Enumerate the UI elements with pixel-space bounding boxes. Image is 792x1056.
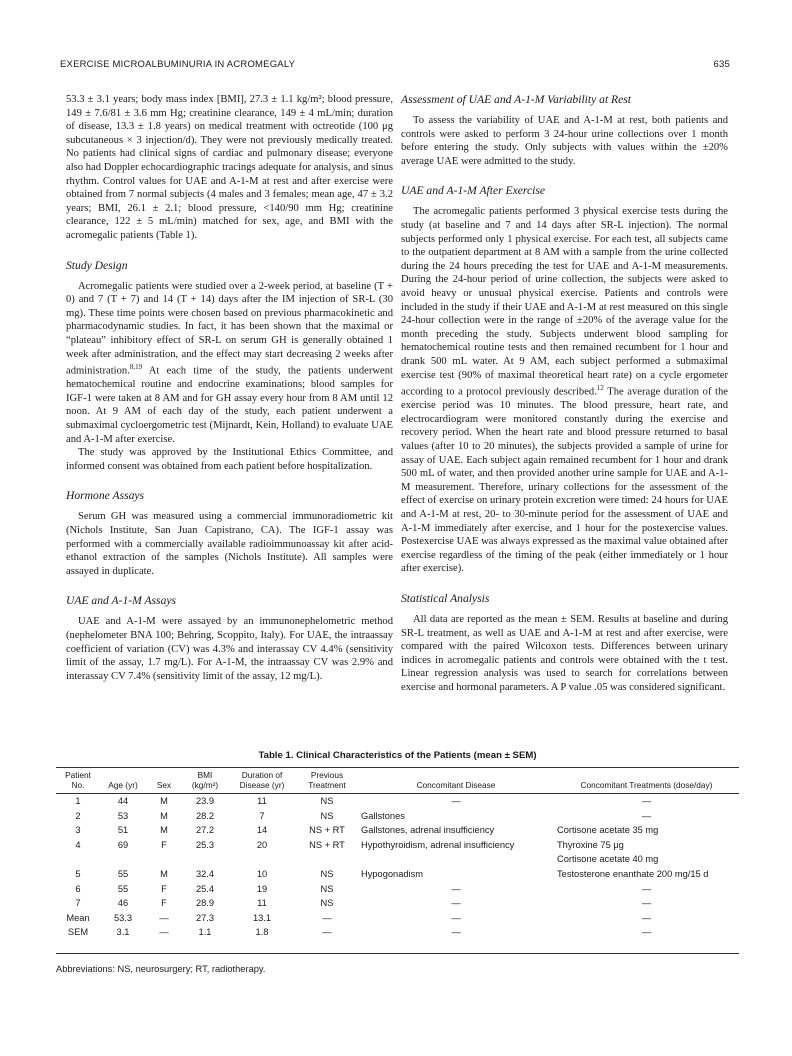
cell-sex: F <box>161 883 167 894</box>
cell-age: 55 <box>117 868 129 879</box>
reference-superscript: 8,19 <box>129 363 143 372</box>
cell-patient: 1 <box>75 796 81 806</box>
cell-concomitant-disease: — <box>451 927 461 938</box>
cell-age: 3.1 <box>116 927 130 938</box>
cell-concomitant-treatments: — <box>641 912 652 923</box>
left-column <box>66 93 393 683</box>
cell-sex: — <box>159 927 169 938</box>
cell-duration: 20 <box>256 839 268 850</box>
cell-sex: M <box>160 810 168 821</box>
table-row <box>56 867 739 882</box>
cell-patient: 6 <box>75 883 81 894</box>
cell-patient: SEM <box>67 927 89 938</box>
table-title: Table 1. Clinical Characteristics of the Patients (mean ± SEM) <box>258 750 537 761</box>
cell-bmi: 32.4 <box>195 868 215 879</box>
cell-previous-treatment: — <box>322 912 332 923</box>
cell-concomitant-disease: — <box>451 912 461 923</box>
after-exercise-heading: UAE and A-1-M After Exercise <box>401 184 546 198</box>
intro-paragraph: 53.3 ± 3.1 years; body mass index [BMI], 27.3 ± 1.1 kg/m²; blood pressure, 149 ± 7.6/81 ± 3.6 mm Hg; creatinine clearance, 149 ± 4 mL/min; duration of disease, 13.3 ± 1.8 years) on medical treatment with octreotide (100 μg subcutaneous × 3 injection/d). They were not previously medically treated. No patients had clinical signs of cardiac and pulmonary disease; everyone also had Doppler echocardiographic tracings adequate for analysis, and sinus rhythm. Control values for UAE and A-1-M at rest and after exercise were obtained from 7 normal subjects (4 males and 3 females; mean age, 47 ± 3.2 years; BMI, 26.1 ± 2.1; blood pressure, <140/90 mm Hg; creatinine clearance, 122 ± 5 mL/min) matched for sex, age, and BMI with the acromegalic patients (Table 1). <box>66 94 393 241</box>
cell-patient <box>56 852 100 867</box>
cell-duration <box>228 852 296 867</box>
cell-patient: 5 <box>75 868 81 879</box>
cell-duration: 19 <box>256 883 268 894</box>
cell-age: 51 <box>117 825 129 836</box>
cell-bmi: 28.9 <box>195 898 215 909</box>
cell-concomitant-treatments: — <box>641 810 652 821</box>
cell-concomitant-treatments: — <box>641 898 652 909</box>
table-row <box>56 896 739 911</box>
after-exercise-paragraph: The acromegalic patients performed 3 physical exercise tests during the study (at baseline and 7 and 14 days after SR-L injection). The normal subjects performed only 1 physical exercise. For each test, all subjects came to the outpatient department at 8 AM with a sample from the urine collected during the 24 hours preceding the test for UAE and A-1-M measurements. During the 24-hour period of urine collection, the subjects were asked to avoid heavy or unusual physical exercise. Patients and controls were included in the study if their UAE and A-1-M at rest measured on this single 24-hour collection were in the range of ±20% of the average value for the month preceding the study. Subjects underwent blood sampling for hematochemical routine tests and then remained recumbent for 1 hour and drank 500 mL water. At 9 AM, each subject performed a submaximal exercise test (90% of maximal theoretical heart rate) on a cycle ergometer according to a protocol previously described.$^{12}$ The average duration of the exercise period was 10 minutes. The blood pressure, heart rate, and electrocardiogram were monitored constantly during the exercise and recovery period. When the heart rate and blood pressure returned to basal values (after 10 to 20 minutes), the subjects provided a sample of urine for assay of UAE. Each subject again remained recumbent for 1 hour and drank 500 mL of water, and then provided another urine sample for UAE and A-1-M measurement. Therefore, urinary collections for the assessment of the effect of exercise on urinary protein excretion were timed: 24 hours for UAE and A-1-M at rest, 20- to 30-minute period for the assessment of UAE and A-1-M immediately after exercise, and 1 hour for the postexercise values. Postexercise UAE was always expressed as the maximal value obtained after exercise regardless of the timing of the peak (either immediately or 1 hour after exercise). <box>401 206 728 575</box>
cell-previous-treatment: NS <box>320 796 334 806</box>
cell-previous-treatment: NS <box>320 810 334 821</box>
table-row <box>56 882 739 897</box>
cell-previous-treatment: NS <box>320 883 334 894</box>
cell-duration: 10 <box>256 868 268 879</box>
cell-bmi <box>182 852 228 867</box>
cell-previous-treatment: NS + RT <box>309 825 345 836</box>
table-row <box>56 911 739 926</box>
cell-bmi: 28.2 <box>195 810 215 821</box>
cell-duration: 14 <box>256 825 268 836</box>
cell-age: 55 <box>117 883 129 894</box>
cell-age: 46 <box>117 898 129 909</box>
cell-concomitant-treatments: Thyroxine 75 μg <box>557 839 624 850</box>
cell-sex: M <box>160 868 168 879</box>
cell-previous-treatment: — <box>322 927 332 938</box>
cell-concomitant-disease: Hypothyroidism, adrenal insufficiency <box>361 839 515 850</box>
cell-patient: 3 <box>75 825 81 836</box>
table-row <box>56 794 739 809</box>
cell-age: 69 <box>117 839 129 850</box>
study-design-paragraph-2: The study was approved by the Institutional Ethics Committee, and informed consent was obtained from each patient before hospitalization. <box>66 447 393 472</box>
table-1 <box>56 750 739 974</box>
header-sex: Sex <box>156 780 172 790</box>
cell-duration: 1.8 <box>255 927 269 938</box>
cell-bmi: 25.4 <box>195 883 215 894</box>
cell-duration: 13.1 <box>252 912 272 923</box>
table-row <box>56 852 739 867</box>
header-concomitant-treatments: Concomitant Treatments (dose/day) <box>580 780 713 790</box>
cell-concomitant-treatments: — <box>641 883 652 894</box>
cell-sex <box>146 852 182 867</box>
header-age: Age (yr) <box>108 780 138 790</box>
cell-concomitant-disease <box>358 852 554 867</box>
cell-concomitant-disease: Gallstones, adrenal insufficiency <box>361 825 495 836</box>
cell-concomitant-treatments: Testosterone enanthate 200 mg/15 d <box>557 868 709 879</box>
cell-age: 53 <box>117 810 129 821</box>
cell-age: 44 <box>117 796 129 806</box>
cell-sex: F <box>161 839 167 850</box>
study-design-heading: Study Design <box>66 258 128 272</box>
cell-bmi: 27.3 <box>195 912 215 923</box>
cell-sex: — <box>159 912 169 923</box>
running-head <box>60 59 730 70</box>
cell-concomitant-disease: — <box>451 796 461 806</box>
cell-previous-treatment: NS <box>320 898 334 909</box>
cell-concomitant-treatments: — <box>641 927 652 938</box>
reference-superscript: 12 <box>596 384 604 393</box>
cell-duration: 11 <box>257 796 267 806</box>
cell-sex: F <box>161 898 167 909</box>
cell-concomitant-treatments: Cortisone acetate 35 mg <box>557 825 659 836</box>
cell-concomitant-disease: — <box>451 883 461 894</box>
statistical-analysis-paragraph: All data are reported as the mean ± SEM. Results at baseline and during SR-L treatment, as well as UAE and A-1-M at rest and after exercise, were compared with the paired Wilcoxon tests. Differences between urinary indices in acromegalic patients and controls were obtained with the t test. Linear regression analysis was used to search for correlations between exercise and hormonal parameters. A P value .05 was considered significant. <box>401 613 728 693</box>
cell-duration: 7 <box>259 810 265 821</box>
table-row <box>56 925 739 953</box>
cell-bmi: 27.2 <box>195 825 215 836</box>
header-patient: Patient No. <box>65 770 91 790</box>
cell-bmi: 25.3 <box>195 839 215 850</box>
cell-previous-treatment: NS <box>320 868 334 879</box>
cell-concomitant-disease: Hypogonadism <box>361 868 424 879</box>
statistical-analysis-heading: Statistical Analysis <box>401 591 490 605</box>
header-bmi: BMI (kg/m²) <box>191 770 219 790</box>
hormone-assays-paragraph: Serum GH was measured using a commercial immunoradiometric kit (Nichols Institute, San Juan Capistrano, CA). The IGF-1 assay was performed with a commercially available radioimmunoassay kit after acid-ethanol extraction of the samples (Nichols Institute). All samples were assayed in duplicate. <box>66 511 393 577</box>
table-row <box>56 823 739 838</box>
table-footnote: Abbreviations: NS, neurosurgery; RT, radiotherapy. <box>56 963 266 974</box>
study-design-paragraph-1: Acromegalic patients were studied over a 2-week period, at baseline (T + 0) and 7 (T + 7) and 14 (T + 14) days after the IM injection of SR-L (30 mg). These time points were chosen based on previous pharmacokinetic and pharmacodynamic studies. In fact, it has been shown that the maximal or “plateau” inhibitory effect of SR-L on serum GH is generally obtained 1 week after administration, and the effect may start decreasing 2 weeks after administration.$^{8,19}$ At each time of the study, the patients underwent hematochemical routine and endocrine examinations; blood samples for IGF-1 were taken at 8 AM and for GH assay every hour from 8 AM until 12 noon. At 9 AM of each day of the study, each patient underwent a submaximal cycloergometric test (Mijnardt, Kein, Holland) to evaluate UAE and A-1-M after exercise. <box>66 280 393 445</box>
uae-assays-heading: UAE and A-1-M Assays <box>66 594 177 608</box>
cell-age <box>100 852 146 867</box>
header-duration: Duration of Disease (yr) <box>239 770 285 790</box>
table-row <box>56 809 739 824</box>
running-head-title: EXERCISE MICROALBUMINURIA IN ACROMEGALY <box>60 59 296 70</box>
cell-concomitant-treatments: — <box>641 796 652 806</box>
header-previous-treatment: Previous Treatment <box>308 770 346 790</box>
page-number: 635 <box>713 59 730 70</box>
cell-duration: 11 <box>257 898 267 909</box>
cell-sex: M <box>160 796 168 806</box>
cell-sex: M <box>160 825 168 836</box>
variability-heading: Assessment of UAE and A-1-M Variability at Rest <box>401 93 632 106</box>
cell-concomitant-disease: — <box>451 898 461 909</box>
cell-bmi: 1.1 <box>198 927 212 938</box>
uae-assays-paragraph: UAE and A-1-M were assayed by an immunonephelometric method (nephelometer BNA 100; Behring, Scoppito, Italy). For UAE, the intraassay coefficient of variation (CV) was 4.3% and interassay CV 4.4% (sensitivity limit of the assay, 1.7 mg/L). For A-1-M, the intraassay CV was 2.9% and interassay CV 7.4% (sensitivity limit of the assay, 12 mg/L). <box>66 616 393 682</box>
variability-paragraph: To assess the variability of UAE and A-1-M at rest, both patients and controls were asked to perform 3 24-hour urine collections over 1 month before entering the study. Only subjects with values within the ±20% average UAE were admitted to the study. <box>401 115 728 167</box>
clinical-characteristics-table <box>56 767 739 954</box>
header-concomitant-disease: Concomitant Disease <box>416 780 496 790</box>
table-header-row <box>56 768 739 794</box>
cell-previous-treatment <box>296 852 358 867</box>
cell-previous-treatment: NS + RT <box>309 839 345 850</box>
cell-patient: 4 <box>75 839 81 850</box>
cell-patient: 2 <box>75 810 81 821</box>
cell-bmi: 23.9 <box>195 796 215 806</box>
cell-age: 53.3 <box>113 912 133 923</box>
hormone-assays-heading: Hormone Assays <box>66 489 145 503</box>
cell-patient: Mean <box>66 912 90 923</box>
cell-concomitant-treatments: Cortisone acetate 40 mg <box>557 854 659 865</box>
right-column <box>401 93 728 695</box>
cell-patient: 7 <box>75 898 81 909</box>
table-body <box>56 794 739 954</box>
cell-concomitant-disease: Gallstones <box>361 810 405 821</box>
table-row <box>56 838 739 853</box>
